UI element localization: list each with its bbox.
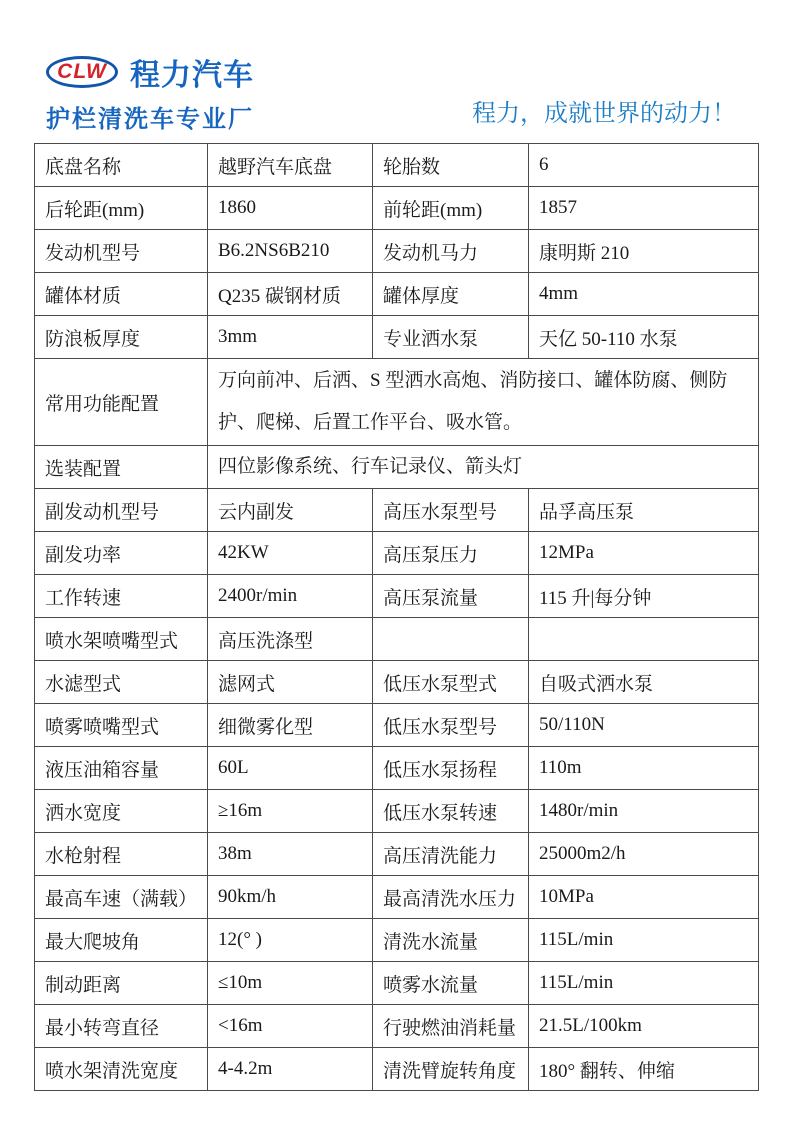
spec-value-cell: ≤10m: [208, 962, 373, 1005]
table-row: [35, 618, 759, 661]
spec-value-cell: 滤网式: [208, 661, 373, 704]
table-row: [35, 187, 759, 230]
table-row: [35, 359, 759, 446]
spec-label-cell: 轮胎数: [373, 144, 529, 187]
brand-row: [46, 50, 800, 94]
spec-label-cell: 水滤型式: [35, 661, 208, 704]
table-row: [35, 1005, 759, 1048]
table-row: [35, 747, 759, 790]
table-row: [35, 489, 759, 532]
spec-label-cell: 最高清洗水压力: [373, 876, 529, 919]
spec-label-cell: 发动机马力: [373, 230, 529, 273]
spec-value-cell: 2400r/min: [208, 575, 373, 618]
brand-slogan: 程力，成就世界的动力！: [472, 101, 736, 127]
spec-label-cell: 洒水宽度: [35, 790, 208, 833]
table-row: [35, 790, 759, 833]
spec-value-cell: 50/110N: [529, 704, 759, 747]
spec-label-cell: 罐体材质: [35, 273, 208, 316]
spec-label-cell: 高压泵压力: [373, 532, 529, 575]
spec-value-cell: 60L: [208, 747, 373, 790]
spec-label-cell: 高压水泵型号: [373, 489, 529, 532]
spec-label-cell: 低压水泵扬程: [373, 747, 529, 790]
spec-value-cell: ≥16m: [208, 790, 373, 833]
spec-label-cell: 选装配置: [35, 446, 208, 489]
spec-label-cell: [373, 618, 529, 661]
table-row: [35, 1048, 759, 1091]
spec-value-cell: 38m: [208, 833, 373, 876]
spec-label-cell: 发动机型号: [35, 230, 208, 273]
table-row: [35, 704, 759, 747]
spec-value-cell: 四位影像系统、行车记录仪、箭头灯: [208, 446, 759, 489]
spec-value-cell: 万向前冲、后洒、S 型洒水高炮、消防接口、罐体防腐、侧防护、爬梯、后置工作平台、吸水管。: [208, 359, 759, 446]
spec-value-cell: 3mm: [208, 316, 373, 359]
spec-label-cell: 液压油箱容量: [35, 747, 208, 790]
table-row: [35, 661, 759, 704]
spec-label-cell: 水枪射程: [35, 833, 208, 876]
spec-label-cell: 喷水架喷嘴型式: [35, 618, 208, 661]
spec-value-cell: 115L/min: [529, 919, 759, 962]
spec-label-cell: 最大爬坡角: [35, 919, 208, 962]
spec-label-cell: 喷雾水流量: [373, 962, 529, 1005]
spec-label-cell: 喷雾喷嘴型式: [35, 704, 208, 747]
spec-table: [34, 143, 759, 1091]
spec-label-cell: 行驶燃油消耗量: [373, 1005, 529, 1048]
spec-label-cell: 副发动机型号: [35, 489, 208, 532]
spec-value-cell: 高压洗涤型: [208, 618, 373, 661]
table-row: [35, 446, 759, 489]
spec-value-cell: 12(° ): [208, 919, 373, 962]
spec-label-cell: 前轮距(mm): [373, 187, 529, 230]
table-row: [35, 962, 759, 1005]
spec-value-cell: 4mm: [529, 273, 759, 316]
spec-value-cell: 25000m2/h: [529, 833, 759, 876]
spec-label-cell: 工作转速: [35, 575, 208, 618]
spec-label-cell: 低压水泵型号: [373, 704, 529, 747]
spec-table-body: [35, 144, 759, 1091]
brand-subtitle: 护栏清洗车专业厂: [46, 106, 254, 133]
table-row: [35, 876, 759, 919]
spec-value-cell: <16m: [208, 1005, 373, 1048]
table-row: [35, 230, 759, 273]
spec-value-cell: 细微雾化型: [208, 704, 373, 747]
spec-value-cell: 10MPa: [529, 876, 759, 919]
spec-value-cell: 12MPa: [529, 532, 759, 575]
spec-value-cell: 6: [529, 144, 759, 187]
spec-value-cell: 180° 翻转、伸缩: [529, 1048, 759, 1091]
spec-label-cell: 底盘名称: [35, 144, 208, 187]
spec-label-cell: 制动距离: [35, 962, 208, 1005]
spec-value-cell: 90km/h: [208, 876, 373, 919]
spec-label-cell: 低压水泵型式: [373, 661, 529, 704]
clw-logo-icon: [46, 56, 118, 88]
spec-label-cell: 最高车速（满载）: [35, 876, 208, 919]
spec-label-cell: 罐体厚度: [373, 273, 529, 316]
spec-value-cell: 康明斯 210: [529, 230, 759, 273]
spec-label-cell: 常用功能配置: [35, 359, 208, 446]
spec-value-cell: 1857: [529, 187, 759, 230]
spec-value-cell: 天亿 50-110 水泵: [529, 316, 759, 359]
table-row: [35, 273, 759, 316]
table-row: [35, 532, 759, 575]
spec-value-cell: Q235 碳钢材质: [208, 273, 373, 316]
spec-value-cell: 1860: [208, 187, 373, 230]
brand-name: 程力汽车: [130, 59, 254, 92]
spec-value-cell: 4-4.2m: [208, 1048, 373, 1091]
spec-label-cell: 喷水架清洗宽度: [35, 1048, 208, 1091]
spec-label-cell: 后轮距(mm): [35, 187, 208, 230]
spec-label-cell: 清洗臂旋转角度: [373, 1048, 529, 1091]
spec-label-cell: 专业洒水泵: [373, 316, 529, 359]
table-row: [35, 575, 759, 618]
spec-value-cell: B6.2NS6B210: [208, 230, 373, 273]
spec-value-cell: 云内副发: [208, 489, 373, 532]
table-row: [35, 144, 759, 187]
logo-badge-text: CLW: [57, 60, 107, 83]
table-row: [35, 833, 759, 876]
spec-value-cell: 自吸式洒水泵: [529, 661, 759, 704]
spec-value-cell: 110m: [529, 747, 759, 790]
spec-value-cell: 1480r/min: [529, 790, 759, 833]
spec-label-cell: 防浪板厚度: [35, 316, 208, 359]
page-header: [0, 0, 800, 133]
spec-label-cell: 高压泵流量: [373, 575, 529, 618]
spec-label-cell: 高压清洗能力: [373, 833, 529, 876]
spec-label-cell: 清洗水流量: [373, 919, 529, 962]
table-row: [35, 919, 759, 962]
spec-value-cell: 115 升|每分钟: [529, 575, 759, 618]
spec-label-cell: 副发功率: [35, 532, 208, 575]
spec-value-cell: 42KW: [208, 532, 373, 575]
table-row: [35, 316, 759, 359]
spec-label-cell: 低压水泵转速: [373, 790, 529, 833]
spec-value-cell: 品孚高压泵: [529, 489, 759, 532]
spec-label-cell: 最小转弯直径: [35, 1005, 208, 1048]
spec-value-cell: 21.5L/100km: [529, 1005, 759, 1048]
spec-value-cell: 115L/min: [529, 962, 759, 1005]
spec-value-cell: 越野汽车底盘: [208, 144, 373, 187]
spec-value-cell: [529, 618, 759, 661]
